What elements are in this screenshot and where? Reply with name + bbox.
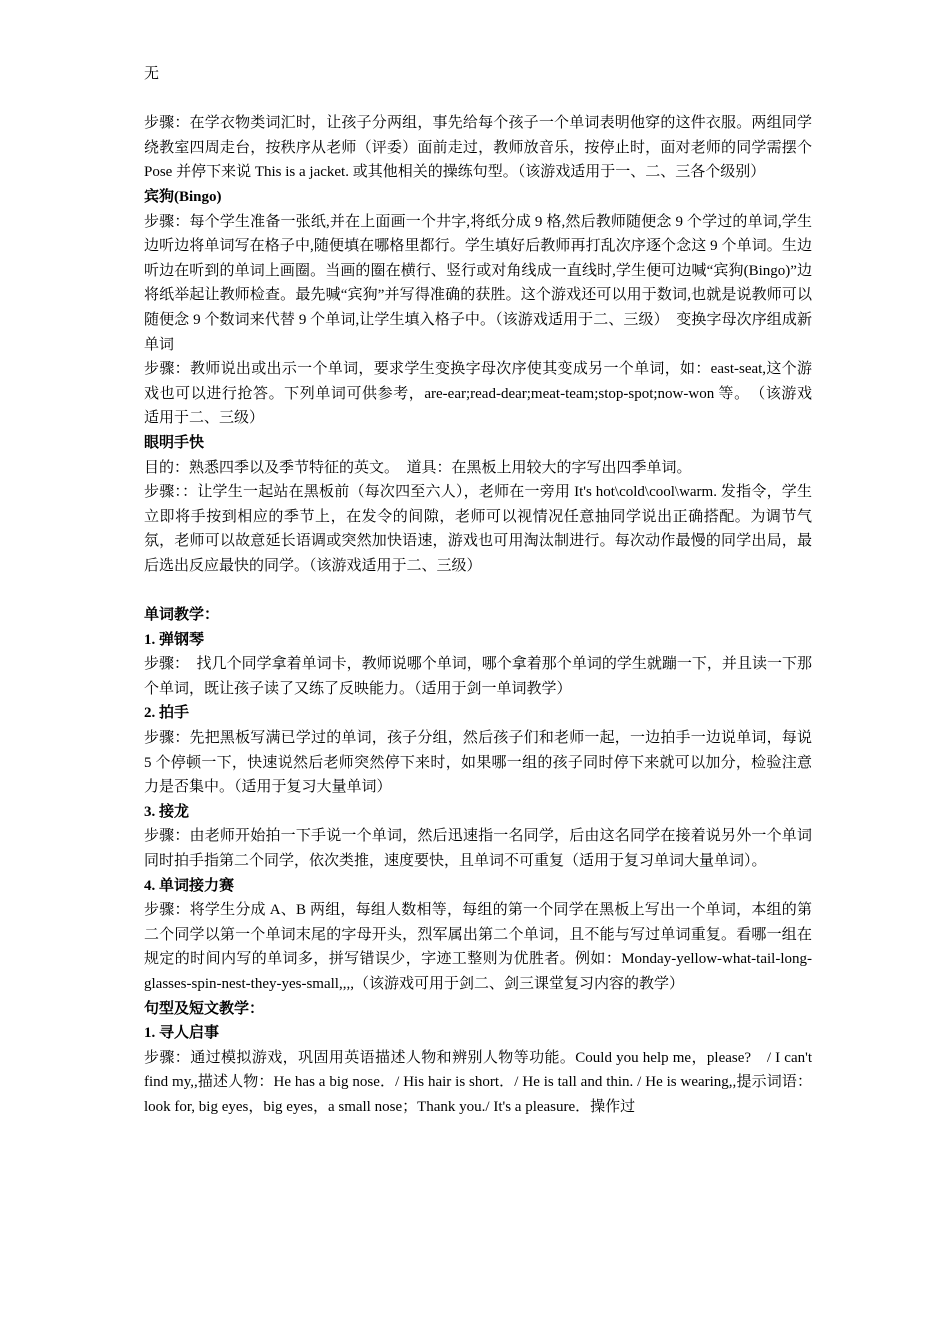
- section-heading: 单词教学：: [144, 607, 220, 624]
- paragraph: 目的：熟悉四季以及季节特征的英文。 道具：在黑板上用较大的字写出四季单词。: [144, 459, 692, 476]
- spacer: [144, 578, 812, 603]
- page-header: 无: [144, 66, 160, 82]
- section-heading: 眼明手快: [144, 434, 205, 451]
- paragraph: 步骤：：让学生一起站在黑板前（每次四至六人），老师在一旁用 It's hot\cold\cool\warm. 发指令，学生立即将手按到相应的季节上，在发令的间隙，老师可以视情况任意抽同学说出正确搭配。为调节气氛，老师可以故意延长语调或突然加快语速，游戏也可用淘汰制进行。每次动作最慢的同学出局，最后选出反应最快的同学。（该游戏适用于二、三级）: [144, 484, 812, 574]
- document-page: [144, 62, 812, 1120]
- section-heading: 1. 弹钢琴: [144, 631, 205, 648]
- paragraph: 步骤：教师说出或出示一个单词，要求学生变换字母次序使其变成另一个单词，如：east-seat,这个游戏也可以进行抢答。下列单词可供参考，are-ear;read-dear;meat-team;stop-spot;now-won 等。 （该游戏适用于二、三级）: [144, 361, 812, 427]
- section-heading: 句型及短文教学：: [144, 1000, 265, 1017]
- document-body: [144, 111, 812, 1119]
- paragraph: 步骤：通过模拟游戏，巩固用英语描述人物和辨别人物等功能。Could you help me，please? / I can't find my,,描述人物：He has a big nose．/ His hair is short．/ He is tall and thin. / He is wearing,,提示词语：look for, big eyes，big eyes，a small nose；Thank you./ It's a pleasure．操作过: [144, 1049, 812, 1115]
- section-heading: 3. 接龙: [144, 803, 190, 820]
- paragraph: 步骤：由老师开始拍一下手说一个单词，然后迅速指一名同学，后由这名同学在接着说另外一个单词同时拍手指第二个同学，依次类推，速度要快，且单词不可重复（适用于复习单词大量单词）。: [144, 828, 812, 869]
- section-heading: 2. 拍手: [144, 705, 190, 722]
- section-heading: 宾狗(Bingo): [144, 188, 222, 205]
- section-heading: 1. 寻人启事: [144, 1025, 220, 1042]
- paragraph: 步骤：先把黑板写满已学过的单词，孩子分组，然后孩子们和老师一起，一边拍手一边说单词，每说 5 个停顿一下，快速说然后老师突然停下来时，如果哪一组的孩子同时停下来就可以加分，检验注意力是否集中。（适用于复习大量单词）: [144, 730, 812, 796]
- paragraph: 步骤： 找几个同学拿着单词卡，教师说哪个单词，哪个拿着那个单词的学生就蹦一下，并且读一下那个单词，既让孩子读了又练了反映能力。（适用于剑一单词教学）: [144, 656, 812, 697]
- spacer: [144, 87, 812, 112]
- section-heading: 4. 单词接力赛: [144, 877, 235, 894]
- paragraph: 步骤：在学衣物类词汇时，让孩子分两组，事先给每个孩子一个单词表明他穿的这件衣服。两组同学绕教室四周走台，按秩序从老师（评委）面前走过，教师放音乐，按停止时，面对老师的同学需摆个 Pose 并停下来说 This is a jacket. 或其他相关的操练句型。（该游戏适用于一、二、三各个级别）: [144, 115, 812, 181]
- paragraph: 步骤：将学生分成 A、B 两组，每组人数相等，每组的第一个同学在黑板上写出一个单词，本组的第二个同学以第一个单词末尾的字母开头，烈军属出第二个单词，且不能与写过单词重复。看哪一组在规定的时间内写的单词多，拼写错误少，字迹工整则为优胜者。例如：Monday-yellow-what-tail-long-glasses-spin-nest-they-yes-small,,,,（该游戏可用于剑二、剑三课堂复习内容的教学）: [144, 902, 812, 992]
- paragraph: 步骤：每个学生准备一张纸,并在上面画一个井字,将纸分成 9 格,然后教师随便念 9 个学过的单词,学生边听边将单词写在格子中,随便填在哪格里都行。学生填好后教师再打乱次序逐个念这 9 个单词。生边听边在听到的单词上画圈。当画的圈在横行、竖行或对角线成一直线时,学生便可边喊“宾狗(Bingo)”边将纸举起让教师检查。最先喊“宾狗”并写得准确的获胜。这个游戏还可以用于数词,也就是说教师可以随便念 9 个数词来代替 9 个单词,让学生填入格子中。（该游戏适用于二、三级） 变换字母次序组成新单词: [144, 213, 812, 353]
